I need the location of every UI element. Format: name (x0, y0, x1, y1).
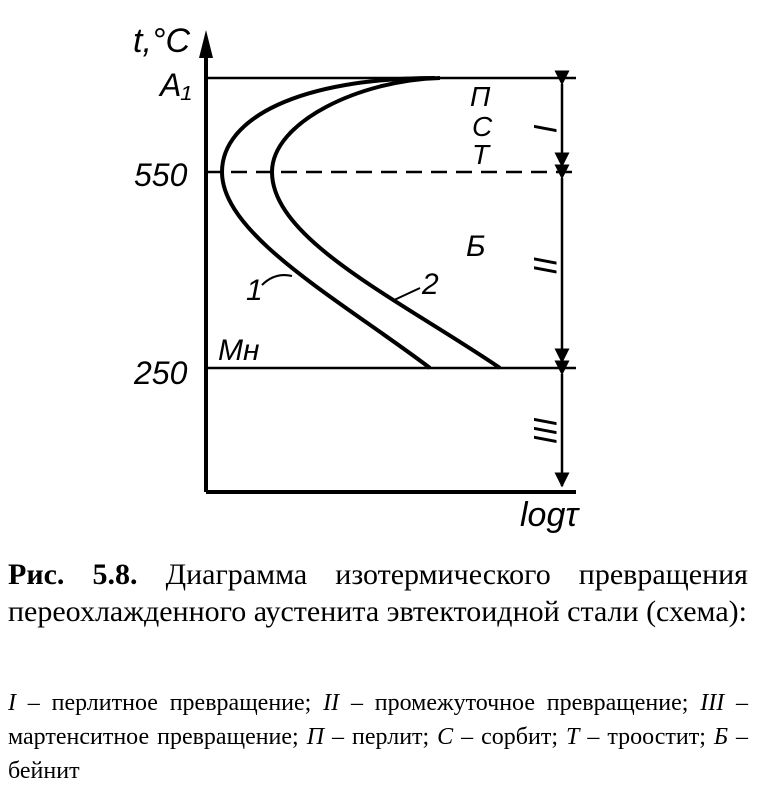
curve-2 (272, 78, 500, 368)
legend (8, 686, 748, 788)
caption-text: Диаграмма изотермического превращения переохлажденного аустенита эвтектоидной стали (схема): (8, 558, 748, 628)
sorbite-label: С (472, 111, 493, 142)
legend-item: I – перлитное превращение; (8, 690, 312, 716)
legend-item: II – промежуточное превращение; (323, 690, 689, 716)
legend-item: Б – бейнит (8, 724, 748, 784)
curve-2-leader (392, 288, 420, 301)
legend-item: Т – троостит; (566, 724, 706, 750)
legend-item: П – перлит; (306, 724, 430, 750)
a1-label: A₁ (160, 67, 192, 103)
zone-2-label: II (527, 256, 563, 274)
legend-item: С – сорбит; (437, 724, 559, 750)
label-250: 250 (134, 355, 188, 391)
curve-1-leader (262, 275, 292, 285)
y-axis (199, 30, 213, 492)
curve-1-label: 1 (246, 274, 263, 307)
zone-1-label: I (527, 123, 563, 133)
mn-label: Mн (218, 334, 260, 367)
figure-number: Рис. 5.8. (8, 558, 138, 591)
x-axis-label: logτ (520, 496, 579, 534)
zone-3-label: III (527, 416, 563, 444)
label-550: 550 (134, 157, 188, 193)
y-axis-label: t,°C (133, 22, 191, 60)
curve-2-label: 2 (422, 268, 439, 301)
curve-1 (222, 78, 435, 368)
figure-caption (8, 556, 748, 630)
bainite-label: Б (466, 230, 486, 263)
pearlite-label: П (470, 81, 491, 112)
legend-item: III – мартенситное превращение; (8, 690, 749, 750)
troostite-label: Т (472, 139, 490, 170)
